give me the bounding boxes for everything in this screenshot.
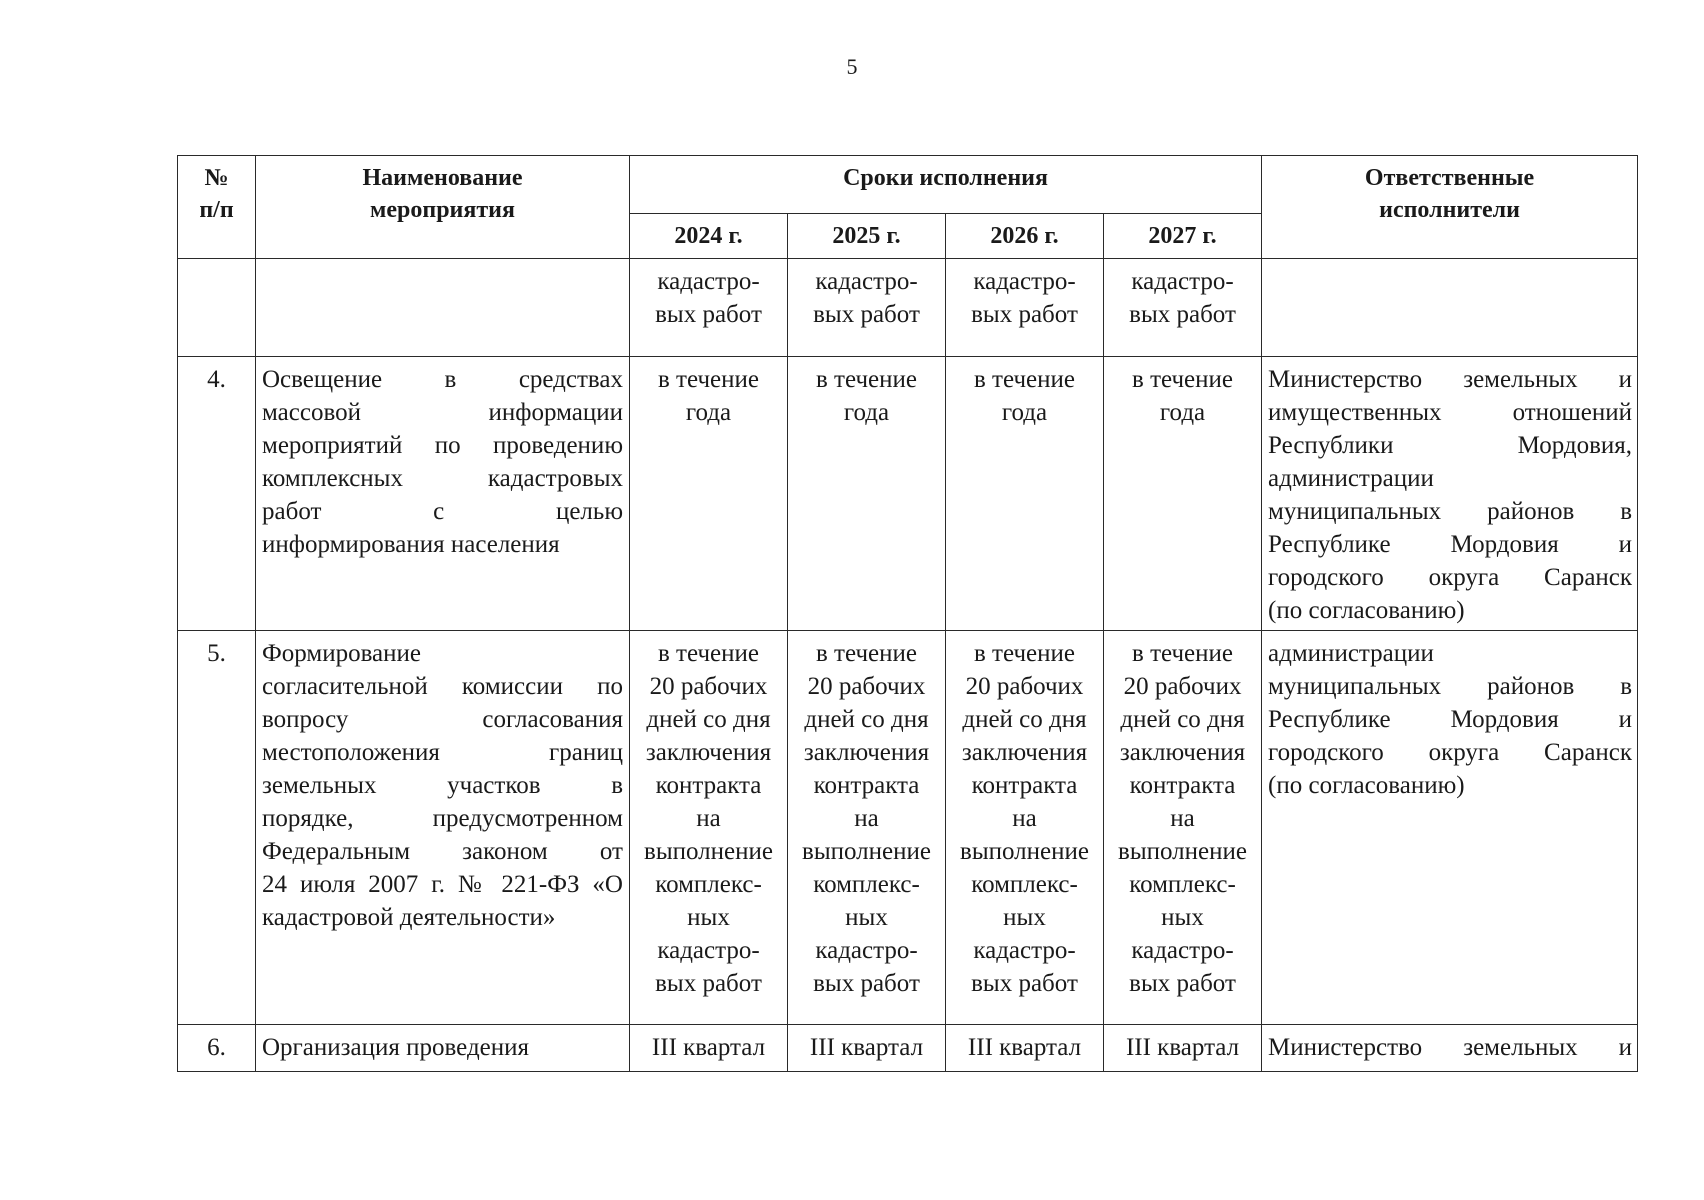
measure-name-line: согласительной комиссии по xyxy=(262,673,623,700)
term-line: 20 рабочих xyxy=(649,673,768,700)
term-line: года xyxy=(1159,399,1206,426)
term-line: вых работ xyxy=(655,301,762,328)
term-2026 xyxy=(946,631,1104,1025)
term-line: года xyxy=(1001,399,1048,426)
term-line: комплекс- xyxy=(813,871,920,898)
term-line: заключения xyxy=(645,739,772,766)
term-line: вых работ xyxy=(813,301,920,328)
term-line: кадастро- xyxy=(1131,268,1234,295)
term-line: комплекс- xyxy=(655,871,762,898)
header-number-line: № xyxy=(204,165,229,191)
measure-name-line: кадастровой деятельности» xyxy=(262,904,556,931)
header-name-line: мероприятия xyxy=(370,197,515,223)
term-line: в течение xyxy=(816,640,917,667)
term-line: в течение xyxy=(1132,366,1234,393)
measure-name xyxy=(256,1025,630,1072)
responsible-line: администрации xyxy=(1268,640,1434,667)
measure-name-line: комплексных кадастровых xyxy=(262,465,623,492)
measure-name-line: массовой информации xyxy=(262,399,623,426)
term-line: дней со дня xyxy=(962,706,1087,733)
header-responsible-line: исполнители xyxy=(1379,197,1520,223)
term-line: вых работ xyxy=(1129,970,1236,997)
responsible-line: Республики Мордовия, xyxy=(1268,432,1633,459)
term-line: выполнение xyxy=(960,838,1089,865)
responsible-line: муниципальных районов в xyxy=(1268,673,1633,700)
term-line: вых работ xyxy=(971,970,1078,997)
term-line: III квартал xyxy=(967,1034,1082,1061)
responsible xyxy=(1262,631,1638,1025)
header-year: 2024 г. xyxy=(630,214,788,259)
responsible-line: городского округа Саранск xyxy=(1268,739,1633,766)
measure-name xyxy=(256,259,630,357)
responsible-line: имущественных отношений xyxy=(1268,399,1633,426)
responsible-line: (по согласованию) xyxy=(1268,772,1465,799)
term-line: 20 рабочих xyxy=(807,673,926,700)
term-2027 xyxy=(1104,357,1262,631)
term-line: на xyxy=(1012,805,1037,832)
term-line: III квартал xyxy=(809,1034,924,1061)
term-2026 xyxy=(946,1025,1104,1072)
term-2026 xyxy=(946,357,1104,631)
term-line: дней со дня xyxy=(1120,706,1245,733)
header-number xyxy=(178,156,256,259)
responsible xyxy=(1262,1025,1638,1072)
table-body xyxy=(178,259,1638,1072)
term-line: в течение xyxy=(658,640,759,667)
term-line: ных xyxy=(687,904,730,931)
term-line: контракта xyxy=(1129,772,1236,799)
term-2025 xyxy=(788,631,946,1025)
measure-name-line: земельных участков в xyxy=(262,772,623,799)
term-line: кадастро- xyxy=(815,937,918,964)
measure-name-line: мероприятий по проведению xyxy=(262,432,623,459)
responsible-line: администрации xyxy=(1268,465,1434,492)
term-line: III квартал xyxy=(1125,1034,1240,1061)
row-number xyxy=(178,259,256,357)
measure-name-line: Освещение в средствах xyxy=(262,366,623,393)
measures-table xyxy=(177,155,1638,1072)
responsible-line: Республике Мордовия и xyxy=(1268,531,1633,558)
term-2024 xyxy=(630,357,788,631)
term-2025 xyxy=(788,357,946,631)
measure-name-line: Федеральным законом от xyxy=(262,838,623,865)
term-line: III квартал xyxy=(651,1034,766,1061)
term-2024 xyxy=(630,631,788,1025)
term-2024 xyxy=(630,1025,788,1072)
term-line: выполнение xyxy=(644,838,773,865)
term-line: 20 рабочих xyxy=(1123,673,1242,700)
term-line: кадастро- xyxy=(657,937,760,964)
term-line: ных xyxy=(845,904,888,931)
responsible-line: Министерство земельных и xyxy=(1268,1034,1633,1061)
page-number: 5 xyxy=(846,54,858,79)
term-2027 xyxy=(1104,1025,1262,1072)
measure-name-line: Формирование xyxy=(262,640,421,667)
term-2027 xyxy=(1104,259,1262,357)
responsible-line: Республике Мордовия и xyxy=(1268,706,1633,733)
measure-name-line: информирования населения xyxy=(262,531,560,558)
row-number-text: 5. xyxy=(207,640,226,667)
term-line: дней со дня xyxy=(804,706,929,733)
header-year: 2025 г. xyxy=(788,214,946,259)
header-name-line: Наименование xyxy=(362,165,523,191)
header-terms: Сроки исполнения xyxy=(630,156,1262,214)
term-line: кадастро- xyxy=(973,937,1076,964)
term-line: на xyxy=(696,805,721,832)
term-2027 xyxy=(1104,631,1262,1025)
row-number-text: 6. xyxy=(207,1034,226,1061)
term-line: дней со дня xyxy=(646,706,771,733)
term-line: комплекс- xyxy=(1129,871,1236,898)
row-number xyxy=(178,357,256,631)
term-line: на xyxy=(1170,805,1195,832)
header-measure-name xyxy=(256,156,630,259)
row-number xyxy=(178,631,256,1025)
term-line: года xyxy=(685,399,732,426)
measure-name-line: вопросу согласования xyxy=(262,706,623,733)
responsible-line: городского округа Саранск xyxy=(1268,564,1633,591)
term-line: на xyxy=(854,805,879,832)
term-line: года xyxy=(843,399,890,426)
measure-name-line: работ с целью xyxy=(262,498,623,525)
term-line: контракта xyxy=(655,772,762,799)
measure-name-line: Организация проведения xyxy=(262,1034,530,1061)
term-line: в течение xyxy=(974,366,1075,393)
term-line: кадастро- xyxy=(657,268,760,295)
term-line: 20 рабочих xyxy=(965,673,1084,700)
term-line: вых работ xyxy=(655,970,762,997)
term-line: в течение xyxy=(816,366,917,393)
table-row xyxy=(178,259,1638,357)
term-line: кадастро- xyxy=(973,268,1076,295)
term-line: ных xyxy=(1161,904,1204,931)
term-line: выполнение xyxy=(1118,838,1247,865)
term-line: заключения xyxy=(803,739,930,766)
term-line: комплекс- xyxy=(971,871,1078,898)
responsible xyxy=(1262,357,1638,631)
term-line: контракта xyxy=(971,772,1078,799)
header-year: 2027 г. xyxy=(1104,214,1262,259)
term-line: кадастро- xyxy=(1131,937,1234,964)
header-year: 2026 г. xyxy=(946,214,1104,259)
term-line: заключения xyxy=(1119,739,1246,766)
term-2025 xyxy=(788,259,946,357)
term-line: заключения xyxy=(961,739,1088,766)
measure-name xyxy=(256,357,630,631)
term-line: кадастро- xyxy=(815,268,918,295)
term-line: ных xyxy=(1003,904,1046,931)
term-line: выполнение xyxy=(802,838,931,865)
responsible-line: Министерство земельных и xyxy=(1268,366,1633,393)
term-line: в течение xyxy=(658,366,759,393)
header-responsible-line: Ответственные xyxy=(1364,165,1535,191)
header-responsible xyxy=(1262,156,1638,259)
row-number-text: 4. xyxy=(207,366,226,393)
term-2024 xyxy=(630,259,788,357)
measure-name-line: 24 июля 2007 г. № 221-ФЗ «О xyxy=(262,871,623,898)
responsible-line: (по согласованию) xyxy=(1268,597,1465,624)
term-2025 xyxy=(788,1025,946,1072)
responsible xyxy=(1262,259,1638,357)
term-2026 xyxy=(946,259,1104,357)
measure-name-line: местоположения границ xyxy=(262,739,623,766)
term-line: в течение xyxy=(1132,640,1234,667)
row-number xyxy=(178,1025,256,1072)
measure-name-line: порядке, предусмотренном xyxy=(262,805,623,832)
table-row xyxy=(178,357,1638,631)
term-line: контракта xyxy=(813,772,920,799)
table-row xyxy=(178,631,1638,1025)
header-number-line: п/п xyxy=(199,197,234,223)
term-line: вых работ xyxy=(971,301,1078,328)
term-line: вых работ xyxy=(1129,301,1236,328)
term-line: в течение xyxy=(974,640,1075,667)
measure-name xyxy=(256,631,630,1025)
table-row xyxy=(178,1025,1638,1072)
term-line: вых работ xyxy=(813,970,920,997)
responsible-line: муниципальных районов в xyxy=(1268,498,1633,525)
